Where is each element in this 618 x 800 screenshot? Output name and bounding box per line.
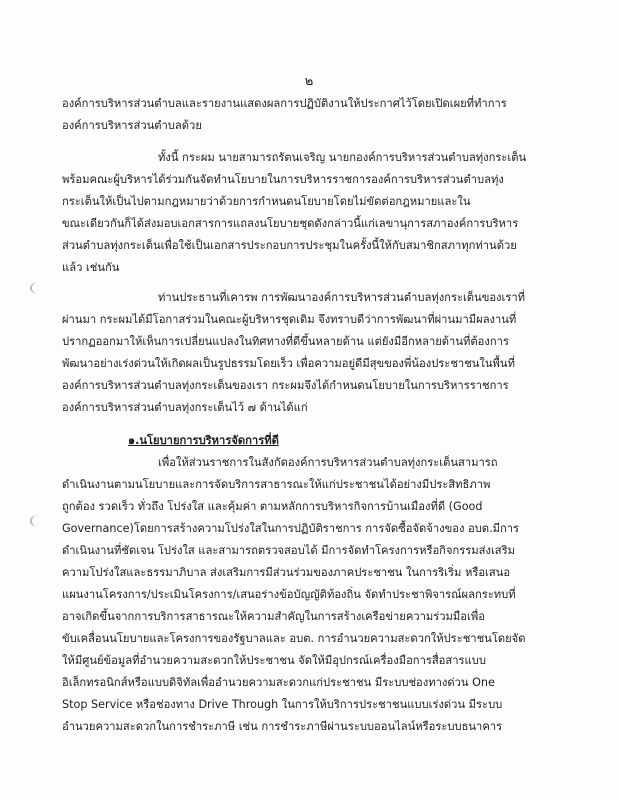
- paragraph-2-line-1: ทั้งนี้ กระผม นายสามารถรัตนเจริญ นายกองค์การบริหารส่วนตำบลทุ่งกระเต็น: [158, 151, 527, 164]
- paragraph-3-line-4: พัฒนาอย่างเร่งด่วนให้เกิดผลเป็นรูปธรรมโดยเร็ว เพื่อความอยู่ดีมีสุขของพี่น้องประชาชนในพื้นที่: [62, 357, 515, 370]
- paragraph-3-line-6: องค์การบริหารส่วนตำบลทุ่งกระเต็นไว้ ๗ ด้านได้แก่: [62, 401, 308, 414]
- paragraph-4-line-4: Governance)โดยการสร้างความโปร่งใสในการปฏิบัติราชการ การจัดซื้อจัดจ้างของ อบต.มีการ: [62, 522, 520, 535]
- paragraph-4-line-5: ดำเนินงานที่ชัดเจน โปร่งใส และสามารถตรวจสอบได้ มีการจัดทำโครงการหรือกิจกรรมส่งเสริม: [62, 544, 516, 557]
- paragraph-2-line-4: ขณะเดียวกันก็ได้ส่งมอบเอกสารการแถลงนโยบายชุดดังกล่าวนี้แก่เลขานุการสภาองค์การบริหาร: [62, 217, 519, 230]
- paragraph-4-line-11: อิเล็กทรอนิกส์หรือแบบดิจิทัลเพื่ออำนวยความสะดวกแก่ประชาชน มีระบบช่องทางด่วน One: [62, 676, 495, 689]
- punch-hole-mark: [30, 515, 46, 527]
- paragraph-4-line-12: Stop Service หรือช่องทาง Drive Through ในการให้บริการประชาชนแบบเร่งด่วน มีระบบ: [62, 698, 503, 711]
- paragraph-4-line-1: เพื่อให้ส่วนราชการในสังกัดองค์การบริหารส่วนตำบลทุ่งกระเต็นสามารถ: [158, 456, 498, 469]
- paragraph-3-line-2: ผ่านมา กระผมได้มีโอกาสร่วมในคณะผู้บริหารชุดเดิม จึงทราบดีว่าการพัฒนาที่ผ่านมามีผลงานที่: [62, 313, 517, 326]
- paragraph-2-line-3: กระเต็นให้เป็นไปตามกฎหมายว่าด้วยการกำหนดนโยบายโดยไม่ขัดต่อกฎหมายและใน: [62, 195, 471, 208]
- paragraph-2-line-6: แล้ว เช่นกัน: [62, 261, 120, 274]
- paragraph-3-line-5: องค์การบริหารส่วนตำบลทุ่งกระเต็นของเรา กระผมจึงได้กำหนดนโยบายในการบริหารราชการ: [62, 379, 509, 392]
- paragraph-4-line-6: ความโปร่งใสและธรรมาภิบาล ส่งเสริมการมีส่วนร่วมของภาคประชาชน ในการริเริ่ม หรือเสนอ: [62, 566, 511, 579]
- paragraph-4-line-13: อำนวยความสะดวกในการชำระภาษี เช่น การชำระภาษีผ่านระบบออนไลน์หรือระบบธนาคาร: [62, 720, 503, 733]
- paragraph-1-line-2: องค์การบริหารส่วนตำบลด้วย: [62, 119, 202, 132]
- paragraph-4-line-9: ขับเคลื่อนนโยบายและโครงการของรัฐบาลและ อบต. การอำนวยความสะดวกให้ประชาชนโดยจัด: [62, 632, 526, 645]
- paragraph-4-line-3: ถูกต้อง รวดเร็ว ทั่วถึง โปร่งใส และคุ้มค่า ตามหลักการบริหารกิจการบ้านเมืองที่ดี (Good: [62, 500, 483, 513]
- paragraph-1-line-1: องค์การบริหารส่วนตำบลและรายงานแสดงผลการปฏิบัติงานให้ประกาศไว้โดยเปิดเผยที่ทำการ: [62, 97, 507, 110]
- paragraph-4-line-2: ดำเนินงานตามนโยบายและการจัดบริการสาธารณะให้แก่ประชาชนได้อย่างมีประสิทธิภาพ: [62, 478, 491, 491]
- paragraph-3-line-3: ปรากฏออกมาให้เห็นการเปลี่ยนแปลงในทิศทางที่ดีขึ้นหลายด้าน แต่ยังมีอีกหลายด้านที่ต้องการ: [62, 335, 509, 348]
- paragraph-2-line-2: พร้อมคณะผู้บริหารได้ร่วมกันจัดทำนโยบายในการบริหารราชการองค์การบริหารส่วนตำบลทุ่ง: [62, 173, 504, 186]
- paragraph-3-line-1: ท่านประธานที่เคารพ การพัฒนาองค์การบริหารส่วนตำบลทุ่งกระเต็นของเราที่: [158, 291, 526, 304]
- section-heading: ๑.นโยบายการบริหารจัดการที่ดี: [128, 434, 279, 447]
- paragraph-4-line-8: อาจเกิดขึ้นจากการบริการสาธารณะให้ความสำคัญในการสร้างเครือข่ายความร่วมมือเพื่อ: [62, 610, 485, 623]
- paragraph-4-line-7: แผนงานโครงการ/ประเมินโครงการ/เสนอร่างข้อบัญญัติท้องถิ่น จัดทำประชาพิจารณ์ผลกระทบที่: [62, 588, 516, 601]
- page-number: ๒: [304, 74, 314, 89]
- paragraph-2-line-5: ส่วนตำบลทุ่งกระเต็นเพื่อใช้เป็นเอกสารประกอบการประชุมในครั้งนี้ให้กับสมาชิกสภาทุกท่านด้วย: [62, 239, 517, 252]
- punch-hole-mark: [30, 282, 46, 294]
- paragraph-4-line-10: ให้มีศูนย์ข้อมูลที่อำนวยความสะดวกให้ประชาชน จัดให้มีอุปกรณ์เครื่องมือการสื่อสารแบบ: [62, 654, 486, 667]
